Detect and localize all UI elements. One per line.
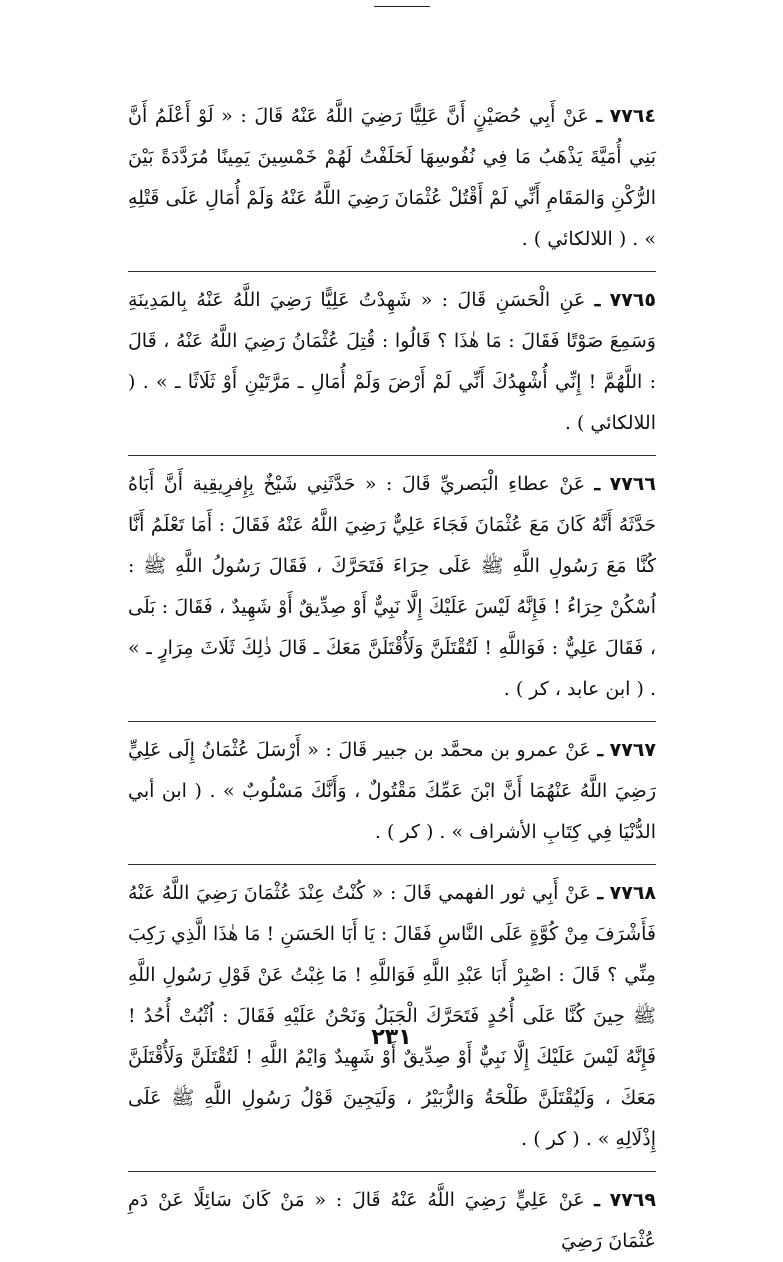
entry-separator: [128, 721, 656, 722]
hadith-text: عَنِ الْحَسَنِ قَالَ : « شَهِدْتُ عَلِيًّا رَضِيَ اللَّهُ عَنْهُ بِالمَدِينَةِ وَسَمِعَ صَوْتًا فَقَالَ : مَا هٰذَا ؟ قَالُوا : قُتِلَ عُثْمَانُ رَضِيَ اللَّهُ عَنْهُ ، قَالَ : اللَّهُمَّ ! إِنِّي أُشْهِدُكَ أَنِّي لَمْ أَرْضَ وَلَمْ أُمَالِ ـ مَرَّتَيْنِ أَوْ ثَلَاثًا ـ » . ( اللالكائي ) .: [128, 289, 656, 434]
entry-separator: [128, 455, 656, 456]
page-body: [128, 96, 656, 1262]
hadith-dash: ـ: [596, 105, 602, 127]
hadith-dash: ـ: [597, 882, 604, 904]
hadith-dash: ـ: [597, 739, 604, 761]
hadith-text: عَنْ عَلِيٍّ رَضِيَ اللَّهُ عَنْهُ قَالَ : « مَنْ كَانَ سَائِلًا عَنْ دَمِ عُثْمَانَ رَضِيَ: [128, 1189, 656, 1252]
hadith-number: ٧٧٦٧: [609, 739, 656, 761]
entry-separator: [128, 271, 656, 272]
entry-separator: [128, 864, 656, 865]
page-number: ٢٣١: [371, 1025, 412, 1050]
hadith-text: عَنْ عطاءِ الْبَصريِّ قَالَ : « حَدَّثَنِي شَيْخٌ بِإِفرِيقِية أَنَّ أَبَاهُ حَدَّثَهُ أَنَّهُ كَانَ مَعَ عُثْمَانَ فَجَاءَ عَلِيٌّ رَضِيَ اللَّهُ عَنْهُ فَقَالَ : أَمَا تَعْلَمُ أَنَّا كُنَّا مَعَ رَسُولِ اللَّهِ ﷺ عَلَى حِرَاءَ فَتَحَرَّكَ ، فَقَالَ رَسُولُ اللَّهِ ﷺ : اُسْكُنْ حِرَاءُ ! فَإِنَّهُ لَيْسَ عَلَيْكَ إِلَّا نَبِيٌّ أَوْ صِدِّيقٌ أَوْ شَهِيدٌ ، فَقَالَ : بَلَى ، فَقَالَ عَلِيٌّ : فَوَاللَّهِ ! لَتُقْتَلَنَّ وَلَأُقْتَلَنَّ مَعَكَ ـ قَالَ ذٰلِكَ ثَلَاثَ مِرَارٍ ـ » . ( ابن عابد ، كر ) .: [128, 473, 656, 700]
hadith-number: ٧٧٦٩: [609, 1189, 656, 1211]
hadith-number: ٧٧٦٨: [609, 882, 657, 904]
hadith-number: ٧٧٦٤: [609, 105, 656, 127]
hadith-dash: ـ: [594, 473, 601, 495]
hadith-entry-7766: [128, 464, 656, 718]
hadith-entry-7764: [128, 96, 656, 268]
hadith-text: عَنْ أَبِي ثور الفهمي قَالَ : « كُنْتُ عِنْدَ عُثْمَانَ رَضِيَ اللَّهُ عَنْهُ فَأَشْرَفَ مِنْ كُوَّةٍ عَلَى النَّاسِ فَقَالَ : يَا أَبَا الحَسَنِ ! مَا هٰذَا الَّذِي رَكِبَ مِنِّي ؟ قَالَ : اصْبِرْ أَبَا عَبْدِ اللَّهِ فَوَاللَّهِ ! مَا غِبْتُ عَنْ قَوْلِ رَسُولِ اللَّهِ ﷺ حِينَ كُنَّا عَلَى أُحُدٍ فَتَحَرَّكَ الْجَبَلُ وَنَحْنُ عَلَيْهِ فَقَالَ : اُثْبُتْ أُحُدُ ! فَإِنَّهُ لَيْسَ عَلَيْكَ إِلَّا نَبِيٌّ أَوْ صِدِّيقٌ أَوْ شَهِيدٌ وَايْمُ اللَّهِ ! لَتُقْتَلَنَّ وَلَأُقْتَلَنَّ مَعَكَ ، وَلَيُقْتَلَنَّ طَلْحَةُ وَالزُّبَيْرُ ، وَلَيَجِينَ قَوْلُ رَسُولِ اللَّهِ ﷺ عَلَى إِذْلَالِهِ » . ( كر ) .: [128, 882, 656, 1150]
hadith-entry-7769: [128, 1180, 656, 1262]
entry-separator: [128, 1171, 656, 1172]
hadith-number: ٧٧٦٦: [609, 473, 656, 495]
hadith-dash: ـ: [594, 289, 601, 311]
hadith-entry-7767: [128, 730, 656, 861]
hadith-dash: ـ: [594, 1189, 600, 1211]
hadith-text: عَنْ عمرو بن محمَّد بن جبير قَالَ : « أَرْسَلَ عُثْمَانُ إِلَى عَلِيٍّ رَضِيَ اللَّهُ عَنْهُمَا أَنَّ ابْنَ عَمِّكَ مَقْتُولٌ ، وَأَنَّكَ مَسْلُوبٌ » . ( ابن أبي الدُّنْيَا فِي كِتَابِ الأشراف » . ( كر ) .: [128, 739, 656, 843]
hadith-entry-7768: [128, 873, 656, 1168]
hadith-text: عَنْ أَبِي حُصَيْنٍ أَنَّ عَلِيًّا رَضِيَ اللَّهُ عَنْهُ قَالَ : « لَوْ أَعْلَمُ أَنَّ بَنِي أُمَيَّةَ يَذْهَبُ مَا فِي نُفُوسِهَا لَحَلَفْتُ لَهُمْ خَمْسِينَ يَمِينًا مُرَدَّدَةً بَيْنَ الرُّكْنِ وَالمَقَامِ أَنِّي لَمْ أَقْتُلْ عُثْمَانَ رَضِيَ اللَّهُ عَنْهُ وَلَمْ أُمَالِ عَلَى قَتْلِهِ » . ( اللالكائي ) .: [128, 105, 656, 250]
top-rule: [374, 6, 430, 7]
hadith-number: ٧٧٦٥: [609, 289, 656, 311]
hadith-entry-7765: [128, 280, 656, 452]
